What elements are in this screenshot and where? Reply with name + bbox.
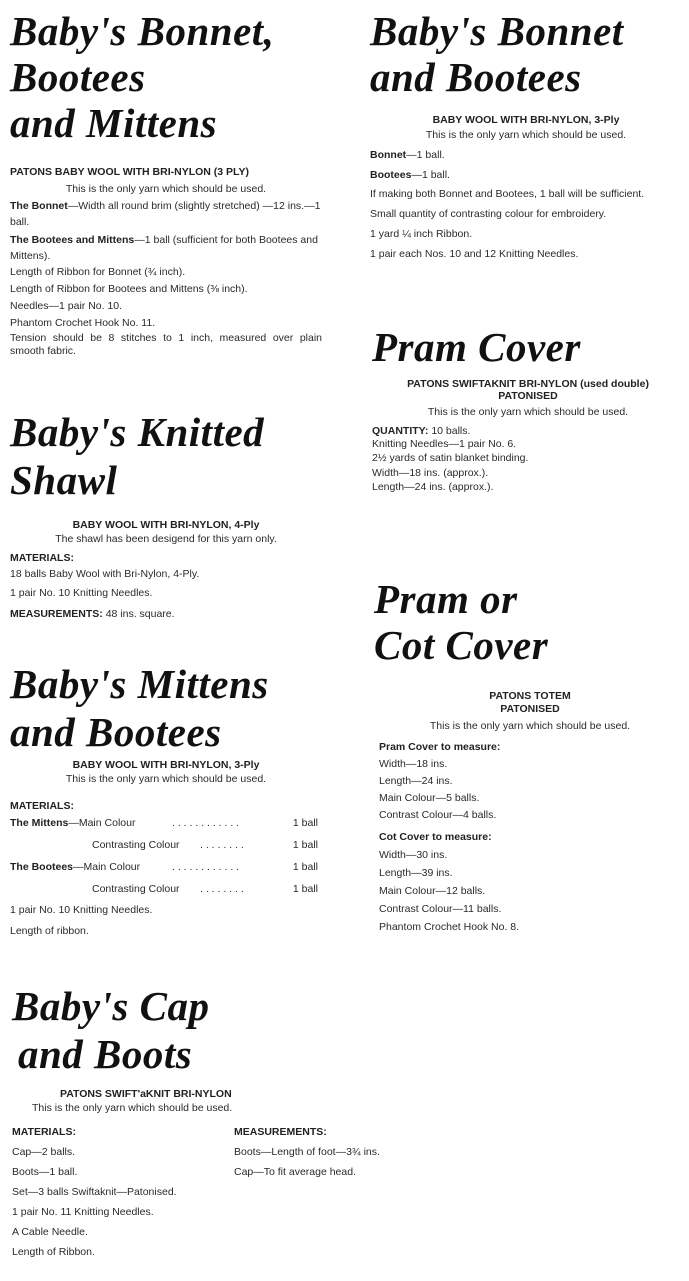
yarn-note: This is the only yarn which should be used.: [429, 720, 631, 732]
section-bonnet-bootees-mittens: [10, 8, 322, 358]
section-title: Pram Cover: [372, 324, 581, 370]
material-item: Cap—2 balls.: [12, 1146, 76, 1158]
material-item: Set—3 balls Swiftaknit—Patonised.: [12, 1186, 177, 1198]
section-knitted-shawl: [10, 408, 322, 623]
pram-item: Width—18 ins. (approx.).: [372, 467, 489, 479]
yarn-note: The shawl has been desigend for this yarn only.: [55, 533, 277, 545]
bonnet-line: The Bonnet—Width all round brim (slightly stretched) —12 ins.—1 ball.: [10, 200, 321, 228]
materials-label: MATERIALS:: [10, 800, 74, 812]
section-cap-boots: [12, 982, 432, 1262]
section-title: Baby's Knitted Shawl: [10, 409, 265, 503]
yarn-heading: PATONISED: [498, 390, 558, 402]
yarn-heading: PATONISED: [500, 703, 560, 715]
ribbon-line: Length of Ribbon for Bootees and Mittens (⅜ inch).: [10, 283, 248, 295]
pram-measure-item: Contrast Colour—4 balls.: [379, 809, 497, 821]
cover-measurements: [374, 739, 686, 936]
needles-line: Needles—1 pair No. 10.: [10, 300, 123, 312]
yarn-heading: PATONS TOTEM: [489, 690, 571, 702]
ribbon-line: Length of ribbon.: [10, 925, 89, 937]
section-title: Baby's Cap and Boots: [12, 983, 210, 1077]
pram-item: 2½ yards of satin blanket binding.: [372, 452, 529, 464]
yarn-note: This is the only yarn which should be used.: [32, 1102, 233, 1114]
materials-label: MATERIALS:: [10, 552, 74, 564]
section-pram-cot-cover: [374, 576, 686, 936]
pram-measure-label: Pram Cover to measure:: [379, 741, 501, 753]
cot-measure-item: Length—39 ins.: [379, 867, 453, 879]
measurements-column: [234, 1122, 380, 1262]
tension-line: Tension should be 8 stitches to 1 inch, measured over plain smooth fabric.: [10, 332, 322, 357]
yarn-heading: BABY WOOL WITH BRI-NYLON, 3-Ply: [432, 114, 620, 126]
pram-measure-item: Length—24 ins.: [379, 775, 453, 787]
yarn-note: This is the only yarn which should be used.: [427, 406, 629, 418]
material-item: 1 pair No. 10 Knitting Needles.: [10, 587, 153, 599]
material-item: Boots—1 ball.: [12, 1166, 78, 1178]
section-title: Pram or Cot Cover: [374, 576, 549, 668]
material-item: 18 balls Baby Wool with Bri-Nylon, 4-Ply.: [10, 568, 200, 580]
bootees-contrast-row: Contrasting Colour . . . . . . . . 1 ball: [92, 883, 318, 895]
section-pram-cover: [372, 320, 684, 494]
measurement-item: Cap—To fit average head.: [234, 1166, 356, 1178]
yarn-heading: PATONS SWIFTAKNIT BRI-NYLON (used double): [407, 378, 649, 390]
section-title: Baby's Mittens and Bootees: [10, 661, 269, 755]
yarn-note: This is the only yarn which should be used.: [65, 773, 267, 785]
yarn-heading: BABY WOOL WITH BRI-NYLON, 4-Ply: [72, 519, 260, 531]
pram-measure-item: Width—18 ins.: [379, 758, 448, 770]
section-mittens-bootees: [10, 660, 322, 942]
pram-item: Knitting Needles—1 pair No. 6.: [372, 438, 517, 450]
section-title: Baby's Bonnet and Bootees: [370, 8, 624, 100]
mittens-contrast-row: Contrasting Colour . . . . . . . . 1 ball: [92, 839, 318, 851]
pram-measure-item: Main Colour—5 balls.: [379, 792, 480, 804]
bonnet-line: Bonnet—1 ball.: [370, 149, 445, 161]
yarn-heading: PATONS BABY WOOL WITH BRI-NYLON (3 PLY): [10, 166, 249, 178]
ribbon-line: 1 yard ¼ inch Ribbon.: [370, 228, 473, 240]
ribbon-line: Length of Ribbon for Bonnet (¾ inch).: [10, 266, 186, 278]
cot-measure-item: Phantom Crochet Hook No. 8.: [379, 921, 520, 933]
needles-line: 1 pair each Nos. 10 and 12 Knitting Needles.: [370, 248, 579, 260]
material-item: Length of Ribbon.: [12, 1246, 95, 1258]
yarn-heading: PATONS SWIFT'aKNIT BRI-NYLON: [60, 1088, 232, 1100]
section-bonnet-bootees: [370, 8, 682, 264]
yarn-note: This is the only yarn which should be used.: [65, 183, 267, 195]
material-item: 1 pair No. 11 Knitting Needles.: [12, 1206, 154, 1218]
quantity-line: QUANTITY: 10 balls.: [372, 425, 471, 437]
bootees-line: Bootees—1 ball.: [370, 169, 450, 181]
yarn-heading: BABY WOOL WITH BRI-NYLON, 3-Ply: [72, 759, 260, 771]
bootees-mittens-line: The Bootees and Mittens—1 ball (sufficient for both Bootees and Mittens).: [10, 234, 318, 262]
cot-measure-label: Cot Cover to measure:: [379, 831, 492, 843]
yarn-note: This is the only yarn which should be used.: [425, 129, 627, 141]
section-title: Baby's Bonnet, Bootees and Mittens: [10, 8, 275, 146]
materials-column: [12, 1122, 234, 1262]
mittens-main-row: The Mittens—Main Colour . . . . . . . . . . . . 1 ball: [10, 817, 318, 829]
hook-line: Phantom Crochet Hook No. 11.: [10, 317, 156, 329]
pram-item: Length—24 ins. (approx.).: [372, 481, 494, 493]
measurement-item: Boots—Length of foot—3¾ ins.: [234, 1146, 380, 1158]
material-item: A Cable Needle.: [12, 1226, 88, 1238]
cot-measure-item: Width—30 ins.: [379, 849, 448, 861]
measurements-line: MEASUREMENTS: 48 ins. square.: [10, 608, 175, 620]
cot-measure-item: Main Colour—12 balls.: [379, 885, 486, 897]
materials-label: MATERIALS:: [12, 1126, 76, 1138]
both-line: If making both Bonnet and Bootees, 1 ball will be sufficient.: [370, 188, 645, 200]
measurements-label: MEASUREMENTS:: [234, 1126, 327, 1138]
cot-measure-item: Contrast Colour—11 balls.: [379, 903, 502, 915]
needles-line: 1 pair No. 10 Knitting Needles.: [10, 904, 153, 916]
contrast-line: Small quantity of contrasting colour for embroidery.: [370, 208, 607, 220]
cap-boots-columns: [12, 1122, 432, 1262]
bootees-main-row: The Bootees—Main Colour . . . . . . . . . . . . 1 ball: [10, 861, 318, 873]
